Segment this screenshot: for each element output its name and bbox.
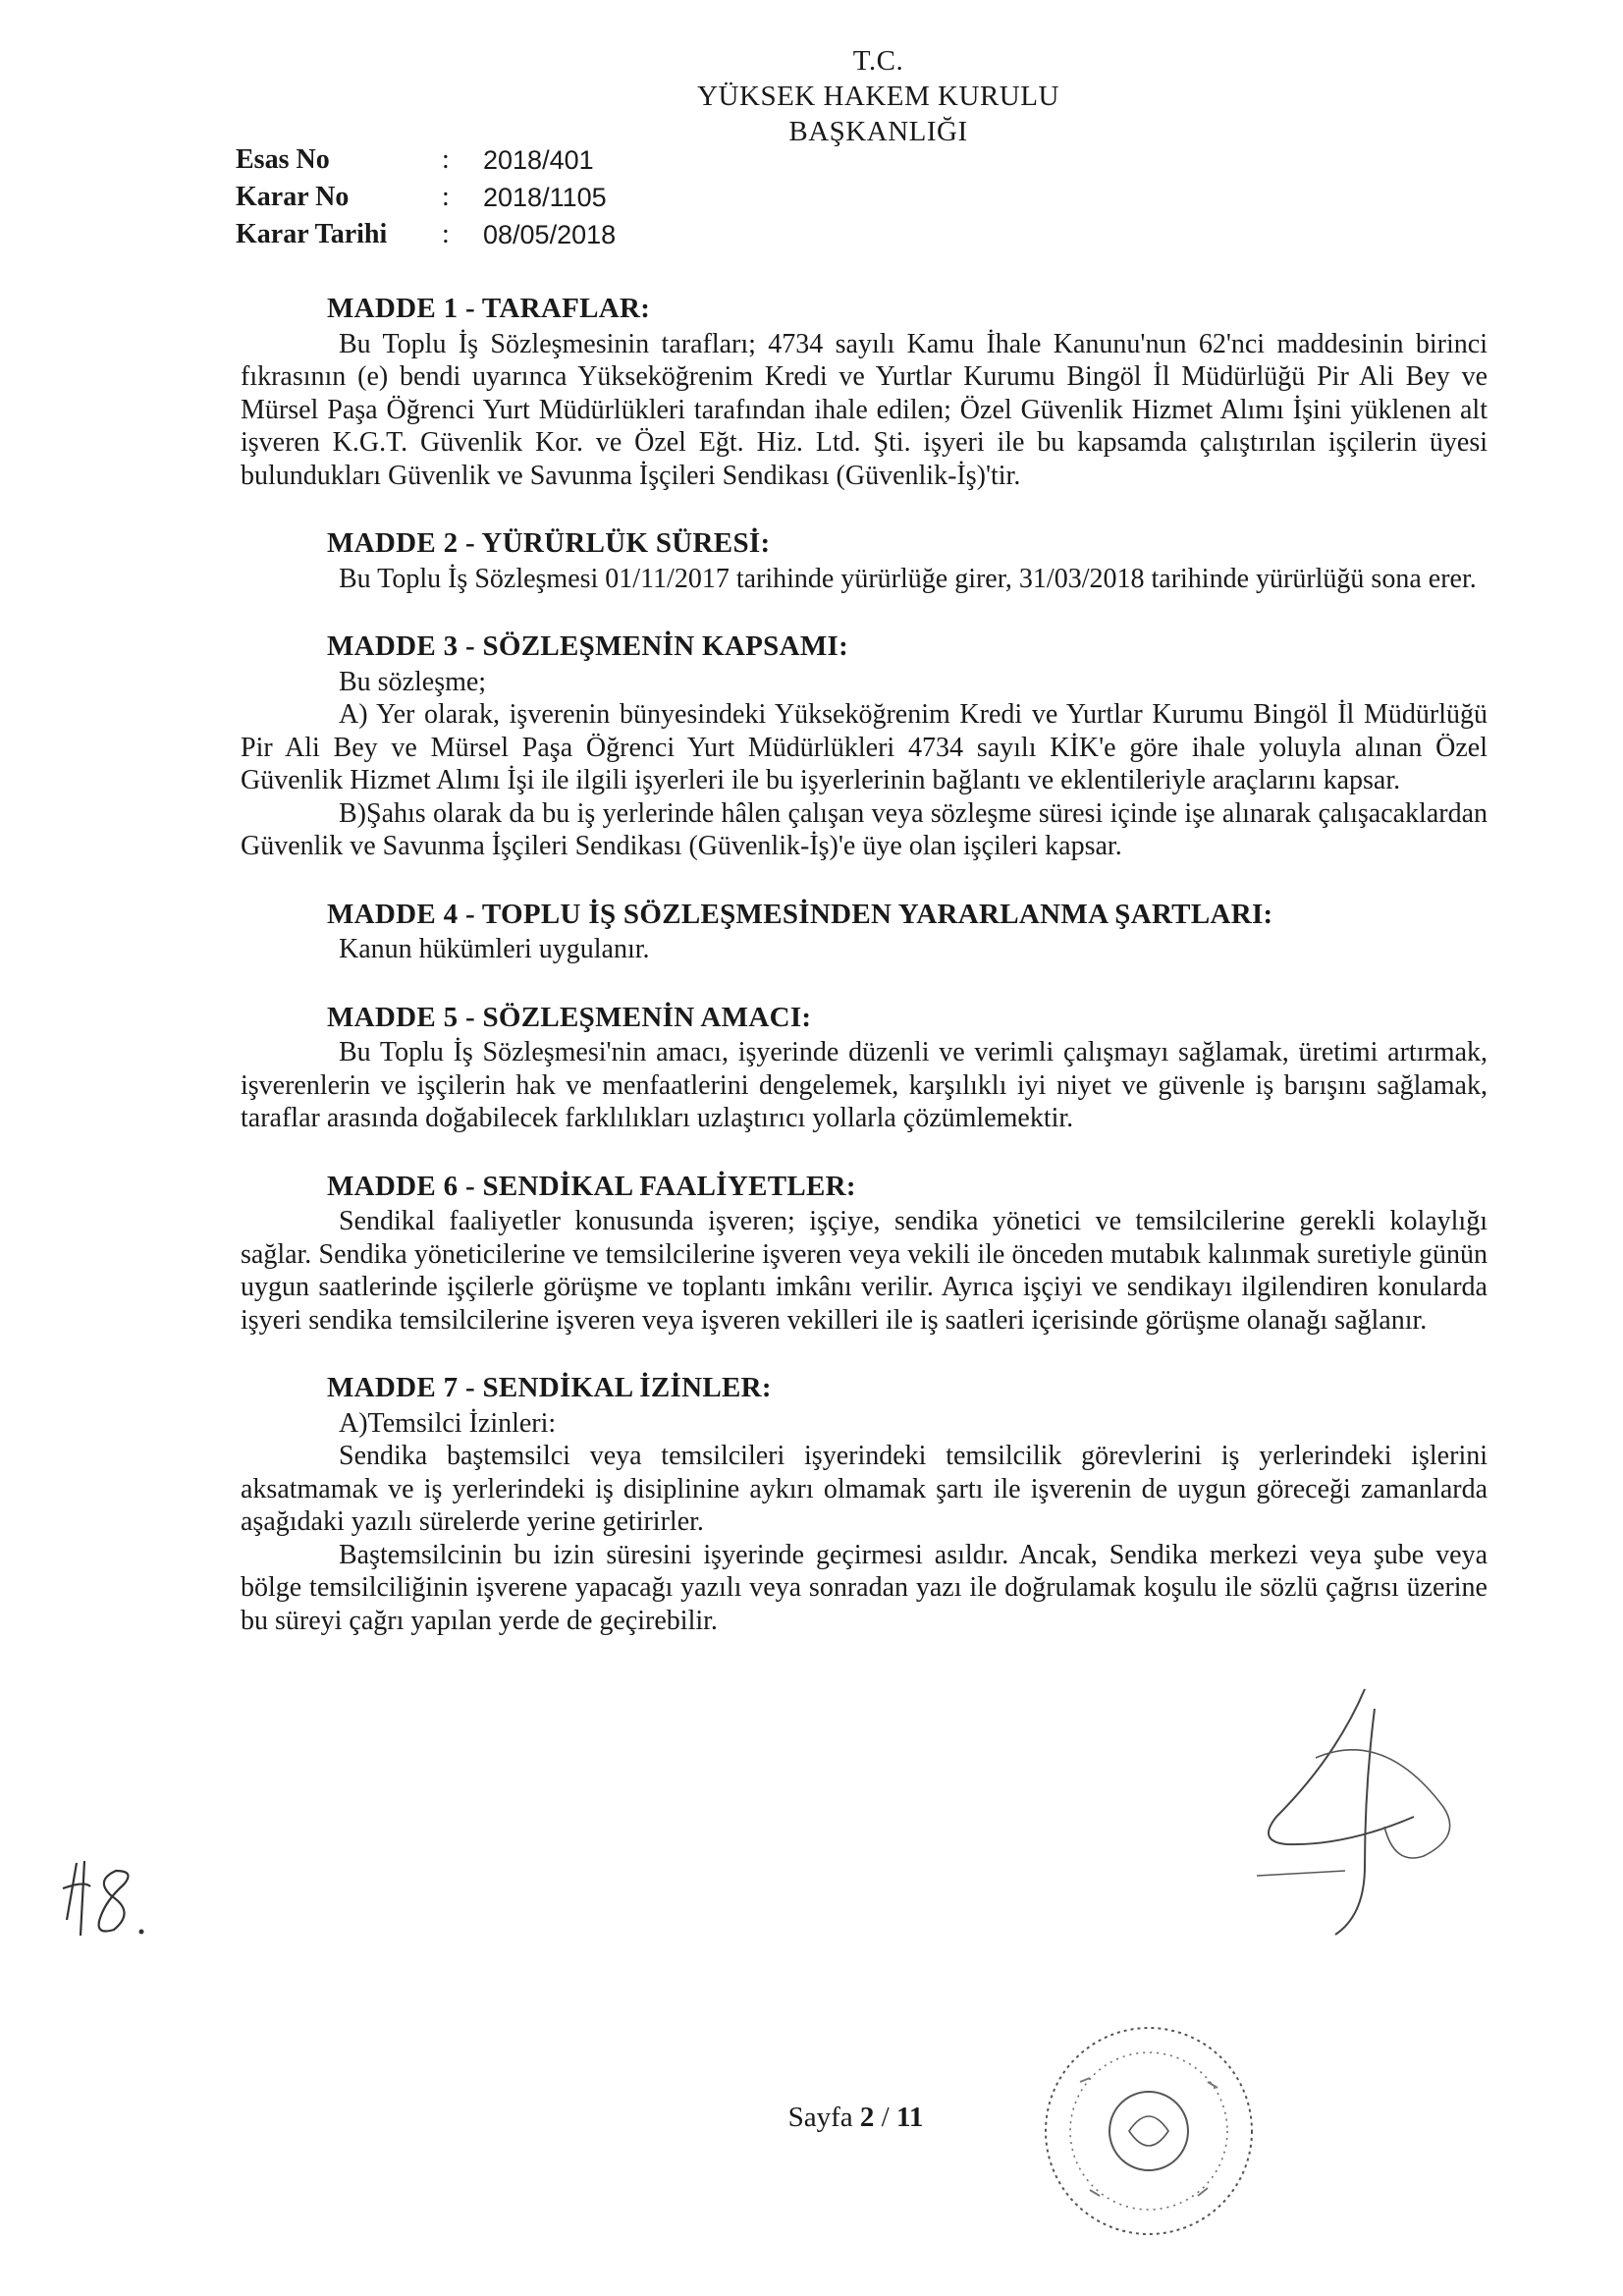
tarih-row: [236, 216, 616, 253]
page-footer: [44, 2102, 1623, 2134]
article-3: [241, 630, 1488, 863]
article-paragraph: Bu Toplu İş Sözleşmesinin tarafları; 4734 sayılı Kamu İhale Kanunu'nun 62'nci maddesinin birinci fıkrasının (e) bendi uyarınca Yükseköğrenim Kredi ve Yurtlar Kurumu Bingöl İl Müdürlüğü Pir Ali Bey ve Mürsel Paşa Öğrenci Yurt Müdürlükleri tarafından ihale edilen; Özel Güvenlik Hizmet Alımı İşini yüklenen alt işveren K.G.T. Güvenlik Kor. ve Özel Eğt. Hiz. Ltd. Şti. işyeri ile bu kapsamda çalıştırılan işçilerin üyesi bulundukları Güvenlik ve Savunma İşçileri Sendikası (Güvenlik-İş)'tir.: [241, 328, 1488, 491]
article-paragraph: B)Şahıs olarak da bu iş yerlerinde hâlen çalışan veya sözleşme süresi içinde işe alınarak çalışacaklardan Güvenlik ve Savunma İşçileri Sendikası (Güvenlik-İş)'e üye olan işçileri kapsar.: [241, 797, 1488, 861]
signature-icon: [1217, 1669, 1473, 1944]
article-title: MADDE 7 - SENDİKAL İZİNLER:: [327, 1372, 772, 1403]
article-paragraph: Sendika baştemsilci veya temsilcileri işyerindeki temsilcilik görevlerini iş yerlerindeki işlerini aksatmamak ve iş yerlerindeki iş disiplinine aykırı olmamak şartı ile işverenin de uygun göreceği zamanlarda aşağıdaki yazılı sürelerde yerine getirirler.: [241, 1441, 1488, 1537]
article-paragraph: A)Temsilci İzinleri:: [339, 1407, 557, 1439]
esas-value: 2018/401: [483, 145, 594, 175]
article-paragraph: Baştemsilcinin bu izin süresini işyerinde geçirmesi asıldır. Ancak, Sendika merkezi veya şube veya bölge temsilciliğinin işverene yapacağı yazılı veya sonradan yazı ile doğrulamak koşulu ile sözlü çağrısı üzerine bu süreyi çağrı yapılan yerde de geçirebilir.: [241, 1539, 1488, 1636]
separator: :: [442, 182, 450, 212]
article-2: [241, 527, 1488, 595]
document-body: [241, 293, 1488, 1672]
article-title: MADDE 5 - SÖZLEŞMENİN AMACI:: [327, 1001, 812, 1033]
karar-value: 2018/1105: [483, 183, 607, 212]
karar-label: Karar No: [236, 182, 350, 212]
article-paragraph: Bu Toplu İş Sözleşmesi'nin amacı, işyerinde düzenli ve verimli çalışmayı sağlamak, üretimi artırmak, işverenlerin ve işçilerin hak ve menfaatlerini dengelemek, karşılıklı iyi niyet ve güvenle iş barışını sağlamak, taraflar arasında doğabilecek farklılıkları uzlaştırıcı yollarla çözümlemektir.: [241, 1037, 1488, 1133]
article-5: [241, 1002, 1488, 1135]
article-title: MADDE 3 - SÖZLEŞMENİN KAPSAMI:: [327, 630, 849, 662]
header-line-institution: YÜKSEK HAKEM KURULU: [697, 81, 1059, 112]
article-title: MADDE 6 - SENDİKAL FAALİYETLER:: [327, 1170, 856, 1202]
article-7: [241, 1372, 1488, 1637]
handwritten-note-icon: [55, 1841, 163, 1949]
article-paragraph: Kanun hükümleri uygulanır.: [339, 934, 650, 964]
esas-label: Esas No: [236, 144, 330, 175]
document-header: [67, 43, 1623, 149]
separator: :: [442, 219, 450, 249]
article-title: MADDE 4 - TOPLU İŞ SÖZLEŞMESİNDEN YARARLANMA ŞARTLARI:: [327, 898, 1273, 930]
article-title: MADDE 2 - YÜRÜRLÜK SÜRESİ:: [327, 527, 771, 559]
article-paragraph: A) Yer olarak, işverenin bünyesindeki Yükseköğrenim Kredi ve Yurtlar Kurumu Bingöl İl Müdürlüğü Pir Ali Bey ve Mürsel Paşa Öğrenci Yurt Müdürlükleri 4734 sayılı KİK'e göre ihale yoluyla alınan Özel Güvenlik Hizmet Alımı İşi ile ilgili işyerleri ile bu işyerlerinin bağlantı ve eklentileriyle araçlarını kapsar.: [241, 699, 1488, 795]
karar-row: [236, 179, 616, 216]
article-6: [241, 1171, 1488, 1338]
article-4: [241, 899, 1488, 966]
article-paragraph: Bu sözleşme;: [339, 666, 487, 697]
page-current: 2: [859, 2102, 875, 2133]
page-separator: /: [881, 2102, 890, 2133]
article-paragraph: Bu Toplu İş Sözleşmesi 01/11/2017 tarihinde yürürlüğe girer, 31/03/2018 tarihinde yürürlüğü sona erer.: [339, 563, 1477, 594]
article-title: MADDE 1 - TARAFLAR:: [327, 293, 651, 324]
tarih-label: Karar Tarihi: [236, 219, 388, 249]
page-total: 11: [895, 2102, 924, 2133]
article-1: [241, 293, 1488, 492]
header-line-presidency: BAŞKANLIĞI: [788, 116, 968, 147]
page-label: Sayfa: [787, 2102, 853, 2133]
tarih-value: 08/05/2018: [483, 220, 617, 249]
header-line-tc: T.C.: [852, 45, 904, 77]
esas-row: [236, 141, 616, 179]
article-paragraph: Sendikal faaliyetler konusunda işveren; işçiye, sendika yönetici ve temsilcilerine gerekli kolaylığı sağlar. Sendika yöneticilerine ve temsilcilerine işveren veya vekili ile önceden mutabık kalınmak suretiyle günün uygun saatlerinde işçilerle görüşme ve toplantı imkânı verilir. Ayrıca işçiyi ve sendikayı ilgilendiren konularda işyeri sendika temsilcilerine işveren veya işveren vekilleri ile iş saatleri içerisinde görüşme olanağı sağlanır.: [241, 1206, 1488, 1336]
case-metadata: [236, 141, 616, 253]
separator: :: [442, 144, 450, 175]
